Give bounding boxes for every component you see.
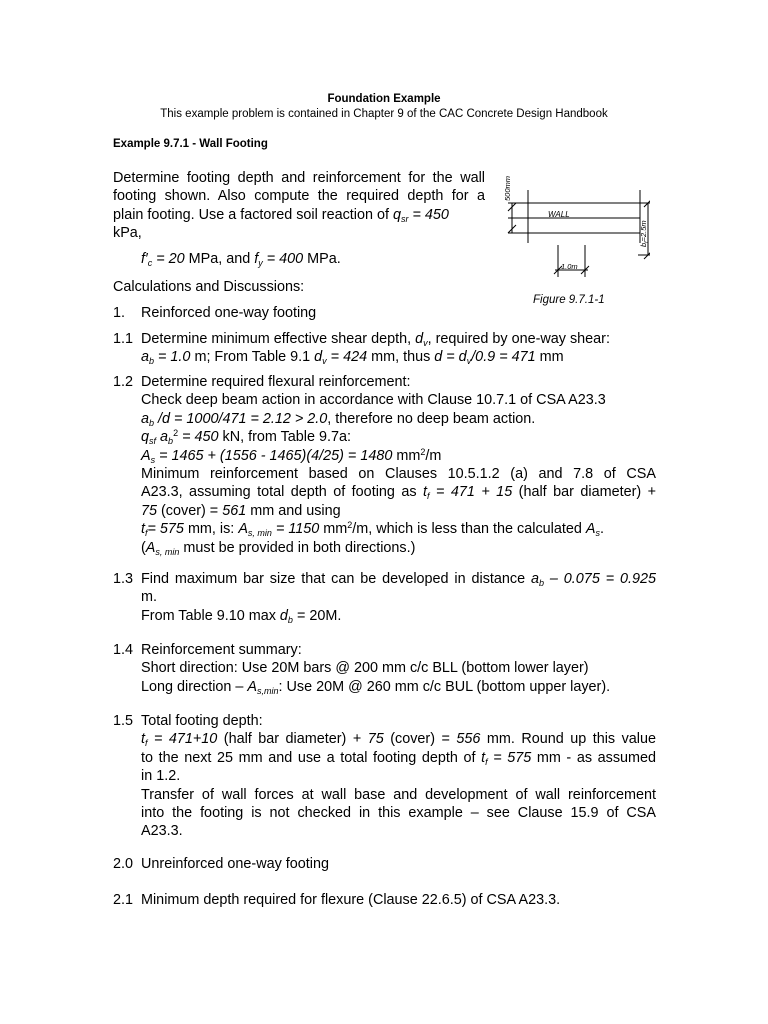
intro-line-4: kPa, xyxy=(113,225,142,242)
section-1-2-number: 1.2 xyxy=(113,374,134,390)
calc-heading: Calculations and Discussions: xyxy=(113,279,305,295)
figure-bottom-label: 1.0m xyxy=(561,262,578,271)
example-title: Example 9.7.1 - Wall Footing xyxy=(113,138,268,150)
section-1-5-number: 1.5 xyxy=(113,713,134,729)
document-subtitle: This example problem is contained in Chapter 9 of the CAC Concrete Design Handbook xyxy=(160,108,608,120)
intro-line-2: footing shown. Also compute the required depth for a xyxy=(113,188,485,205)
section-1-text: Reinforced one-way footing xyxy=(141,305,317,321)
section-2-1-text: Minimum depth required for flexure (Clause 22.6.5) of CSA A23.3. xyxy=(141,892,561,908)
section-2-0-text: Unreinforced one-way footing xyxy=(141,856,329,872)
section-1-number: 1. xyxy=(113,305,126,321)
intro-line-1: Determine footing depth and reinforcement for the wall xyxy=(113,170,485,186)
figure-wall-label: WALL xyxy=(548,210,570,219)
section-1-1-number: 1.1 xyxy=(113,331,134,347)
section-2-1-number: 2.1 xyxy=(113,892,134,908)
given-values: $f'_c = 20$ MPa, and $f_y = 400$ MPa. xyxy=(141,251,341,268)
section-1-4: Reinforcement summary: Short direction: Use 20M bars @ 200 mm c/c BLL (bottom lower layer) Long direction – $A_{s,min}$: Use 20M @ 260 mm c/c BUL (bottom upper layer). xyxy=(141,642,611,696)
document-title: Foundation Example xyxy=(327,93,441,105)
figure-width-label: $b_f=2.5m$ xyxy=(639,220,650,247)
section-1-4-number: 1.4 xyxy=(113,642,134,658)
section-1-1: Determine minimum effective shear depth, $d_v$, required by one-way shear: $a_b = 1.0$ m; From Table 9.1 $d_v = 424$ mm, thus $d = d_v/0.9 = 471$ mm xyxy=(141,331,610,367)
section-1-3: Find maximum bar size that can be developed in distance $a_b - 0.075 = 0.925$ m. From Table 9.10 $\max d_b = 20M$. xyxy=(141,571,656,625)
figure-caption: Figure 9.7.1-1 xyxy=(533,294,605,306)
figure-height-label: 500mm xyxy=(503,175,512,201)
intro-paragraph xyxy=(113,169,485,243)
section-1-3-number: 1.3 xyxy=(113,571,134,587)
intro-line-3: plain footing. Use a factored soil reaction of $q_{sr} = 450$ xyxy=(113,206,449,224)
section-2-0-number: 2.0 xyxy=(113,856,134,872)
section-1-5: Total footing depth: $t_f = 471+10$ (half bar diameter) + 75 (cover) = 556 mm. Round up this value to the next 25 mm and use a total footing depth of $t_f = 575$ mm - as assumed in 1.2. Transfer of wall forces at wall base and development of wall reinforcement into the footing is not checked in this example – see Clause 15.9 of CSA A23.3. xyxy=(141,713,657,840)
section-1-2: Determine required flexural reinforcement: Check deep beam action in accordance with Clause 10.7.1 of CSA A23.3 $a_b$ /d = 1000/471 = 2.12 > 2.0, therefore no deep beam action. $q_{sf}$ $a_b^2 = 450$ kN, from Table 9.7a: $A_s = 1465 + (1556 - 1465)(4/25) = 1480$ $mm^2/m$ Minimum reinforcement based on Clauses 10.5.1.2 (a) and 7.8 of CSA A23.3, assuming total depth of footing as $t_f = 471 + 15$ (half bar diameter) + 75 (cover) = 561 mm and using $t_f= 575$ mm, is: $A_{s, min} = 1150$ $mm^2/m$, which is less than the calculated $A_s$. ($A_{s, min}$ must be provided in both directions.) xyxy=(141,374,657,557)
wall-footing-figure xyxy=(500,165,650,285)
